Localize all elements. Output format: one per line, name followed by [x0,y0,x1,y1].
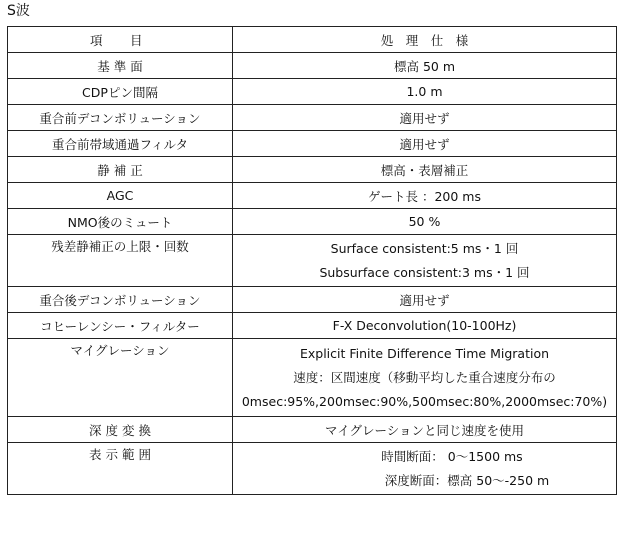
spec-cell [233,443,617,495]
table-row [8,417,617,443]
table-row [8,313,617,339]
header-item-cell [8,27,233,53]
spec-value: F-X Deconvolution(10-100Hz) [332,318,517,333]
item-cell [8,417,233,443]
table-row [8,235,617,287]
spec-cell [233,105,617,131]
spec-cell [233,313,617,339]
spec-value: マイグレーションと同じ速度を使用 [324,422,524,438]
table-row [8,183,617,209]
spec-value: 適用せず [399,136,450,152]
spec-value-line: Surface consistent:5 ms・1 回 [330,240,519,256]
spec-cell [233,157,617,183]
table-row [8,157,617,183]
item-cell [8,183,233,209]
spec-value-line: Subsurface consistent:3 ms・1 回 [319,264,530,280]
item-label: マイグレーション [70,343,170,358]
item-label: 重合後デコンボリューション [39,292,201,308]
table-row [8,53,617,79]
item-cell [8,313,233,339]
spec-cell [233,235,617,287]
item-label: 残差静補正の上限・回数 [51,239,189,254]
spec-cell [233,79,617,105]
spec-value: 適用せず [399,110,450,126]
header-item-label: 項 目 [89,32,150,48]
spec-value-line: 深度断面：標高 50～-250 m [384,472,550,488]
item-label: 深 度 変 換 [89,422,151,438]
item-cell [8,53,233,79]
spec-value: 適用せず [399,292,450,308]
spec-value-line: 時間断面： 0～1500 ms [381,448,523,464]
item-cell [8,287,233,313]
spec-value-line: 0msec:95%,200msec:90%,500msec:80%,2000msec:70%) [241,393,608,409]
item-cell [8,79,233,105]
spec-cell [233,183,617,209]
item-label: 重合前帯域通過フィルタ [51,136,188,152]
spec-value-line: Explicit Finite Difference Time Migration [299,345,550,361]
item-label: 表 示 範 囲 [89,447,151,462]
item-cell [8,105,233,131]
spec-value: 標高・表層補正 [380,162,469,178]
table-row [8,339,617,417]
spec-cell [233,131,617,157]
spec-value: 1.0 m [406,84,443,99]
item-label: AGC [106,188,134,203]
item-label: NMO後のミュート [67,214,173,230]
table-row [8,105,617,131]
table-header-row [8,27,617,53]
item-label: 重合前デコンボリューション [39,110,201,126]
header-spec-label: 処 理 仕 様 [380,32,469,48]
item-cell [8,235,233,287]
spec-cell [233,417,617,443]
spec-cell [233,287,617,313]
spec-cell [233,209,617,235]
item-label: 静 補 正 [97,162,143,178]
item-cell [8,131,233,157]
table-row [8,79,617,105]
item-label: 基 準 面 [97,58,143,74]
item-label: コヒーレンシー・フィルター [40,318,200,334]
spec-cell [233,53,617,79]
table-row [8,209,617,235]
spec-value: 50 % [408,214,441,229]
spec-value-line: 速度：区間速度（移動平均した重合速度分布の [293,369,556,385]
header-spec-cell [233,27,617,53]
document-title: S波 [7,3,30,19]
item-cell [8,157,233,183]
item-cell [8,209,233,235]
spec-cell [233,339,617,417]
spec-value: 標高 50 m [393,58,456,74]
item-cell [8,443,233,495]
table-row [8,287,617,313]
spec-value: ゲート長 ：200 ms [368,188,481,204]
item-label: CDPピン間隔 [82,84,158,100]
table-row [8,131,617,157]
item-cell [8,339,233,417]
processing-spec-table [7,26,617,495]
table-row [8,443,617,495]
